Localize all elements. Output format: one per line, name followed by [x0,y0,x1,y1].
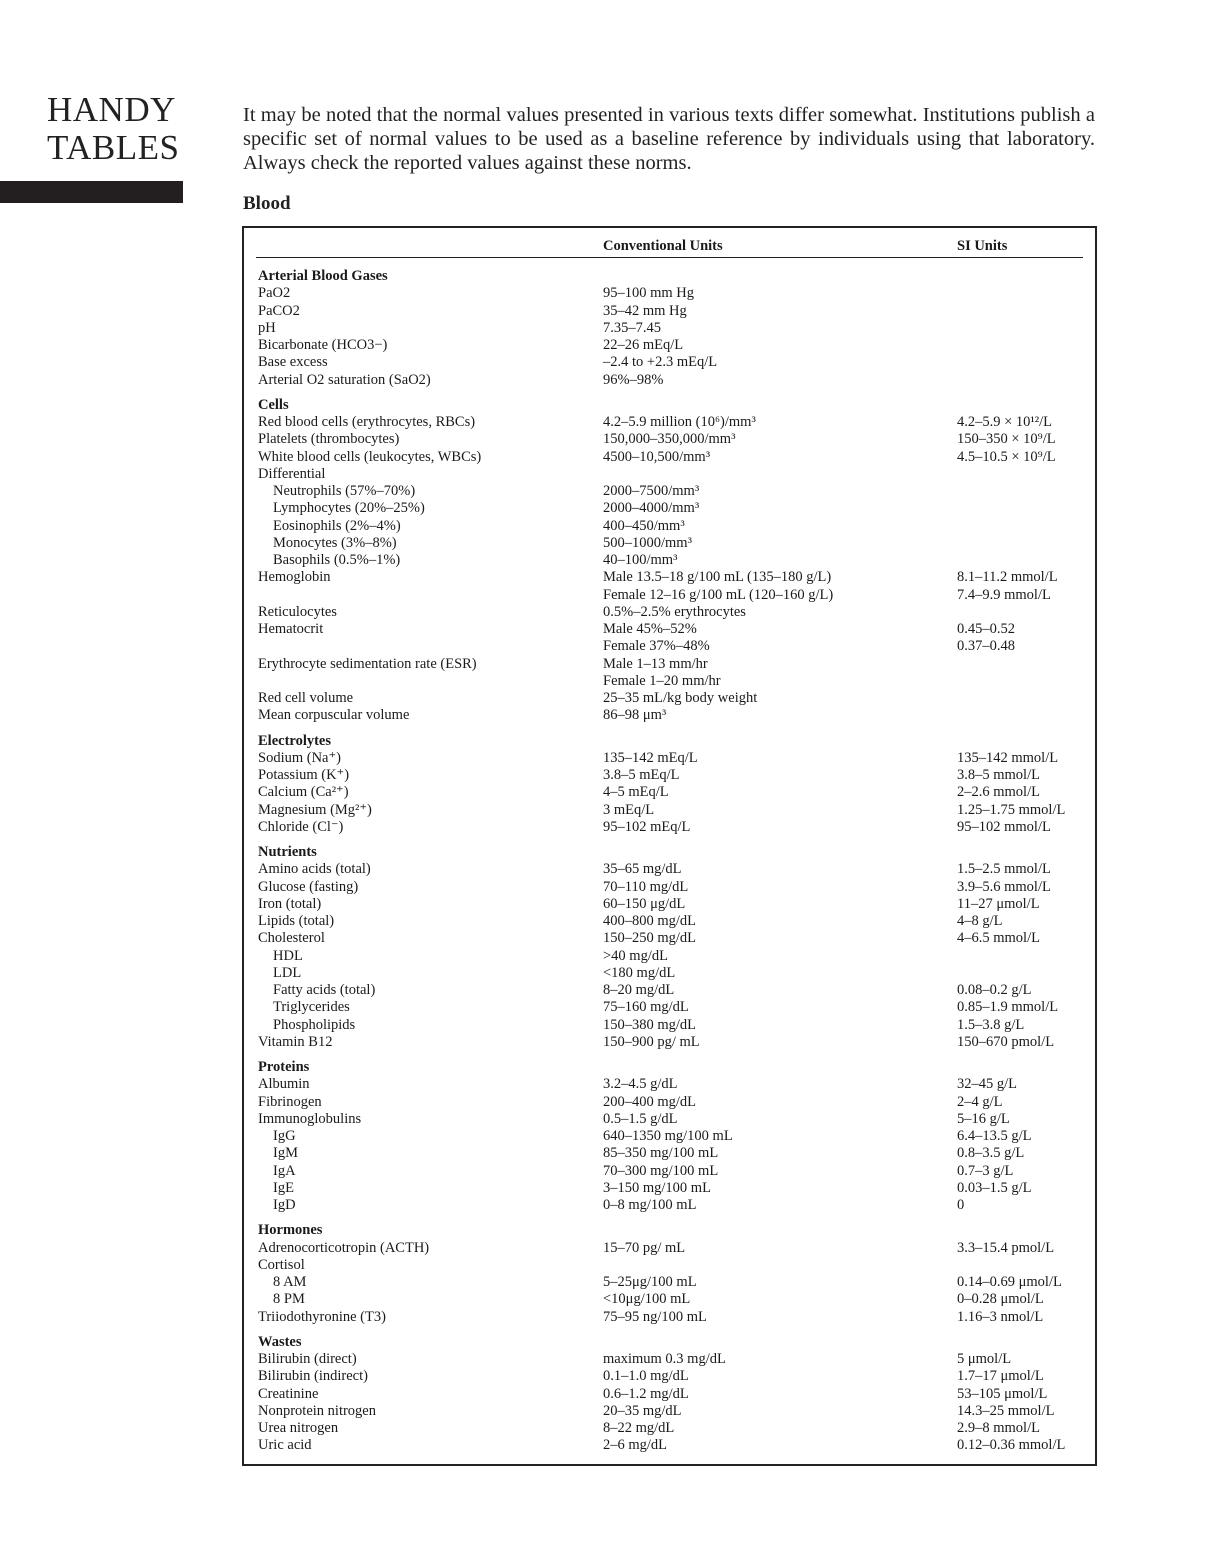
table-row [244,1163,1095,1180]
conventional-value: 75–95 ng/100 mL [603,1308,707,1325]
row-label: Urea nitrogen [258,1420,339,1436]
conventional-value: 2000–7500/mm³ [603,483,700,499]
conventional-value: 3–150 mg/100 mL [603,1179,711,1196]
si-value: 4.5–10.5 × 10⁹/L [957,448,1056,465]
si-value: 0.7–3 g/L [957,1162,1014,1179]
si-value: 1.25–1.75 mmol/L [957,801,1066,818]
row-label: Platelets (thrombocytes) [258,431,400,448]
row-label: Potassium (K⁺) [258,767,350,783]
si-value: 0.14–0.69 μmol/L [957,1274,1062,1290]
si-value: 1.16–3 nmol/L [957,1308,1044,1325]
si-value: 0 [957,1197,965,1213]
row-label: Arterial O2 saturation (SaO2) [258,371,431,388]
conventional-value: 5–25μg/100 mL [603,1274,697,1290]
si-value: 53–105 μmol/L [957,1385,1048,1402]
si-value: 0.03–1.5 g/L [957,1179,1032,1196]
si-value: 150–670 pmol/L [957,1033,1055,1050]
table-row [244,1034,1095,1051]
si-value: 3.9–5.6 mmol/L [957,878,1051,895]
table-row [244,802,1095,819]
conventional-value: 86–98 μm³ [603,707,667,724]
table-row [244,587,1095,604]
row-label: Albumin [258,1076,310,1093]
si-value: 150–350 × 10⁹/L [957,431,1056,448]
si-value: 4.2–5.9 × 10¹²/L [957,414,1053,430]
conventional-value: 400–450/mm³ [603,517,685,534]
table-row [244,948,1095,965]
table-row [244,1145,1095,1162]
conventional-value: Female 37%–48% [603,638,710,655]
table-row [244,535,1095,552]
row-label: Base excess [258,354,328,371]
si-value: 7.4–9.9 mmol/L [957,586,1051,603]
conventional-value: 20–35 mg/dL [603,1402,682,1419]
row-label: Mean corpuscular volume [258,707,410,724]
table-row [244,750,1095,767]
table-row [244,320,1095,337]
section-title [47,91,179,167]
conventional-value: Male 45%–52% [603,621,697,637]
category-label: Proteins [258,1059,310,1075]
conventional-value: 8–22 mg/dL [603,1420,675,1436]
category-row [244,268,1095,285]
conventional-value: 150–900 pg/ mL [603,1033,700,1050]
table-row [244,1240,1095,1257]
si-value: 2–4 g/L [957,1093,1003,1110]
row-label: Uric acid [258,1437,312,1454]
conventional-value: 35–42 mm Hg [603,302,687,319]
si-value: 4–6.5 mmol/L [957,930,1040,947]
conventional-value: Female 12–16 g/100 mL (120–160 g/L) [603,586,834,603]
si-value: 0.45–0.52 [957,621,1015,637]
conventional-value: >40 mg/dL [603,947,668,964]
row-label: Magnesium (Mg²⁺) [258,801,372,818]
table-row [244,879,1095,896]
row-label: Eosinophils (2%–4%) [273,517,401,534]
row-label: White blood cells (leukocytes, WBCs) [258,448,482,465]
conventional-value: Male 13.5–18 g/100 mL (135–180 g/L) [603,569,832,586]
row-label: Nonprotein nitrogen [258,1402,376,1419]
category-label: Cells [258,396,289,413]
table-row [244,1351,1095,1368]
table-row [244,285,1095,302]
si-value: 1.5–2.5 mmol/L [957,861,1051,878]
table-row [244,337,1095,354]
intro-paragraph: It may be noted that the normal values presented in various texts differ somewhat. Institutions publish a specific set of normal values to be used as a baseline reference by individuals using that laboratory. Always check the reported values against these norms. [243,104,1095,174]
si-value: 0.85–1.9 mmol/L [957,999,1059,1016]
conventional-value: 0.6–1.2 mg/dL [603,1385,689,1402]
table-row [244,930,1095,947]
row-label: Fatty acids (total) [273,982,376,998]
table-row [244,965,1095,982]
conventional-value: 0.1–1.0 mg/dL [603,1368,689,1385]
conventional-value: 3.8–5 mEq/L [603,767,680,783]
row-label: Iron (total) [258,895,322,912]
row-label: Cortisol [258,1256,305,1273]
table-row [244,604,1095,621]
row-label: IgA [273,1162,296,1179]
row-label: Vitamin B12 [258,1033,333,1050]
table-row [244,372,1095,389]
conventional-value: 400–800 mg/dL [603,913,697,929]
conventional-value: 75–160 mg/dL [603,999,689,1016]
conventional-value: 95–102 mEq/L [603,818,691,835]
table-row [244,1197,1095,1214]
table-row [244,1368,1095,1385]
header-divider [256,257,1083,258]
si-value: 2.9–8 mmol/L [957,1420,1040,1436]
table-row [244,500,1095,517]
table-row [244,1403,1095,1420]
row-label: Reticulocytes [258,603,337,620]
table-row [244,518,1095,535]
category-row [244,397,1095,414]
table-row [244,1017,1095,1034]
conventional-value: 60–150 μg/dL [603,895,686,912]
row-label: LDL [273,964,302,981]
row-label: Lipids (total) [258,913,335,929]
si-value: 8.1–11.2 mmol/L [957,569,1058,586]
row-label: Bilirubin (direct) [258,1351,357,1367]
table-row [244,414,1095,431]
conventional-value: 0.5%–2.5% erythrocytes [603,603,746,620]
header-si-units: SI Units [957,238,1008,254]
si-value: 2–2.6 mmol/L [957,784,1040,801]
row-label: Calcium (Ca²⁺) [258,784,349,801]
table-row [244,707,1095,724]
table-row [244,1180,1095,1197]
si-value: 1.7–17 μmol/L [957,1368,1044,1385]
row-label: Sodium (Na⁺) [258,749,341,766]
category-label: Electrolytes [258,732,332,749]
conventional-value: maximum 0.3 mg/dL [603,1351,726,1367]
si-value: 0–0.28 μmol/L [957,1291,1044,1308]
category-label: Wastes [258,1333,302,1350]
conventional-value: <10μg/100 mL [603,1291,691,1308]
conventional-value: 200–400 mg/dL [603,1093,697,1110]
conventional-value: 70–300 mg/100 mL [603,1162,719,1179]
table-row [244,690,1095,707]
row-label: pH [258,319,276,336]
category-row [244,733,1095,750]
row-label: Glucose (fasting) [258,878,359,895]
si-value: 4–8 g/L [957,913,1003,929]
conventional-value: 95–100 mm Hg [603,285,695,302]
row-label: PaO2 [258,285,291,302]
conventional-value: 500–1000/mm³ [603,534,692,551]
row-label: IgE [273,1179,294,1196]
row-label: Fibrinogen [258,1093,322,1110]
table-row [244,354,1095,371]
category-label: Hormones [258,1222,323,1239]
category-row [244,844,1095,861]
conventional-value: 4500–10,500/mm³ [603,448,711,465]
row-label: Adrenocorticotropin (ACTH) [258,1239,430,1256]
table-row [244,982,1095,999]
row-label: Phospholipids [273,1016,356,1033]
category-label: Nutrients [258,844,317,860]
row-label: Lymphocytes (20%–25%) [273,500,425,517]
si-value: 0.37–0.48 [957,638,1015,655]
table-row [244,913,1095,930]
conventional-value: Female 1–20 mm/hr [603,672,721,689]
row-label: PaCO2 [258,302,300,319]
row-label: Immunoglobulins [258,1110,362,1127]
conventional-value: 40–100/mm³ [603,552,678,568]
section-title-line1: HANDY [47,90,176,129]
category-label: Arterial Blood Gases [258,268,388,284]
conventional-value: 135–142 mEq/L [603,749,698,766]
si-value: 3.3–15.4 pmol/L [957,1239,1055,1256]
row-label: IgG [273,1128,296,1144]
si-value: 5 μmol/L [957,1351,1012,1367]
row-label: Differential [258,465,326,482]
si-value: 11–27 μmol/L [957,895,1040,912]
row-label: Cholesterol [258,930,325,947]
conventional-value: 150–250 mg/dL [603,930,697,947]
category-row [244,1059,1095,1076]
conventional-value: 3.2–4.5 g/dL [603,1076,678,1093]
table-row [244,431,1095,448]
category-row [244,1334,1095,1351]
table-row [244,466,1095,483]
conventional-value: –2.4 to +2.3 mEq/L [603,354,718,371]
table-row [244,784,1095,801]
si-value: 14.3–25 mmol/L [957,1402,1055,1419]
table-row [244,483,1095,500]
row-label: Red blood cells (erythrocytes, RBCs) [258,414,476,430]
si-value: 95–102 mmol/L [957,818,1051,835]
si-value: 32–45 g/L [957,1076,1018,1093]
table-row [244,621,1095,638]
conventional-value: 70–110 mg/dL [603,878,689,895]
table-heading: Blood [243,193,291,214]
table-body [244,268,1095,1455]
row-label: Triiodothyronine (T3) [258,1308,386,1325]
si-value: 3.8–5 mmol/L [957,767,1040,783]
table-row [244,552,1095,569]
row-label: IgM [273,1145,298,1162]
table-row [244,999,1095,1016]
conventional-value: 4.2–5.9 million (10⁶)/mm³ [603,414,756,430]
table-row [244,1094,1095,1111]
si-value: 0.8–3.5 g/L [957,1145,1025,1162]
row-label: Red cell volume [258,690,354,706]
row-label: Creatinine [258,1385,319,1402]
row-label: Bilirubin (indirect) [258,1368,368,1385]
row-label: IgD [273,1197,296,1213]
table-row [244,1309,1095,1326]
table-row [244,673,1095,690]
table-row [244,1274,1095,1291]
table-row [244,819,1095,836]
si-value: 135–142 mmol/L [957,749,1059,766]
blood-values-table [242,226,1097,1466]
si-value: 0.08–0.2 g/L [957,982,1032,998]
section-title-line2: TABLES [47,128,180,167]
conventional-value: 0.5–1.5 g/dL [603,1110,678,1127]
row-label: 8 AM [273,1274,307,1290]
table-row [244,1257,1095,1274]
table-row [244,1128,1095,1145]
conventional-value: 22–26 mEq/L [603,337,684,353]
row-label: Hemoglobin [258,569,331,586]
table-row [244,1420,1095,1437]
conventional-value: 7.35–7.45 [603,319,661,336]
category-row [244,1222,1095,1239]
table-row [244,656,1095,673]
table-row [244,1076,1095,1093]
row-label: Bicarbonate (HCO3−) [258,337,388,353]
table-row [244,638,1095,655]
si-value: 5–16 g/L [957,1110,1010,1127]
row-label: Monocytes (3%–8%) [273,534,397,551]
row-label: Chloride (Cl⁻) [258,818,344,835]
row-label: HDL [273,947,303,964]
conventional-value: 8–20 mg/dL [603,982,675,998]
conventional-value: 35–65 mg/dL [603,861,682,878]
conventional-value: 2–6 mg/dL [603,1437,668,1454]
row-label: Basophils (0.5%–1%) [273,552,401,568]
row-label: Amino acids (total) [258,861,371,878]
table-row [244,1291,1095,1308]
row-label: 8 PM [273,1291,305,1308]
conventional-value: 640–1350 mg/100 mL [603,1128,733,1144]
header-conventional-units: Conventional Units [603,238,723,254]
table-row [244,896,1095,913]
table-row [244,449,1095,466]
row-label: Erythrocyte sedimentation rate (ESR) [258,655,477,672]
table-row [244,569,1095,586]
row-label: Triglycerides [273,999,350,1016]
si-value: 0.12–0.36 mmol/L [957,1437,1066,1454]
table-row [244,861,1095,878]
conventional-value: 0–8 mg/100 mL [603,1197,697,1213]
conventional-value: 3 mEq/L [603,801,655,818]
conventional-value: 25–35 mL/kg body weight [603,690,758,706]
conventional-value: 150,000–350,000/mm³ [603,431,736,448]
table-row [244,1111,1095,1128]
si-value: 1.5–3.8 g/L [957,1016,1025,1033]
conventional-value: 96%–98% [603,371,664,388]
conventional-value: 15–70 pg/ mL [603,1239,686,1256]
conventional-value: 85–350 mg/100 mL [603,1145,719,1162]
section-marker-bar [0,181,183,203]
table-row [244,303,1095,320]
si-value: 6.4–13.5 g/L [957,1128,1032,1144]
conventional-value: 150–380 mg/dL [603,1016,697,1033]
table-row [244,1386,1095,1403]
table-row [244,1437,1095,1454]
conventional-value: <180 mg/dL [603,964,676,981]
conventional-value: 2000–4000/mm³ [603,500,700,517]
row-label: Hematocrit [258,621,324,637]
table-row [244,767,1095,784]
conventional-value: Male 1–13 mm/hr [603,655,708,672]
row-label: Neutrophils (57%–70%) [273,483,416,499]
conventional-value: 4–5 mEq/L [603,784,669,801]
